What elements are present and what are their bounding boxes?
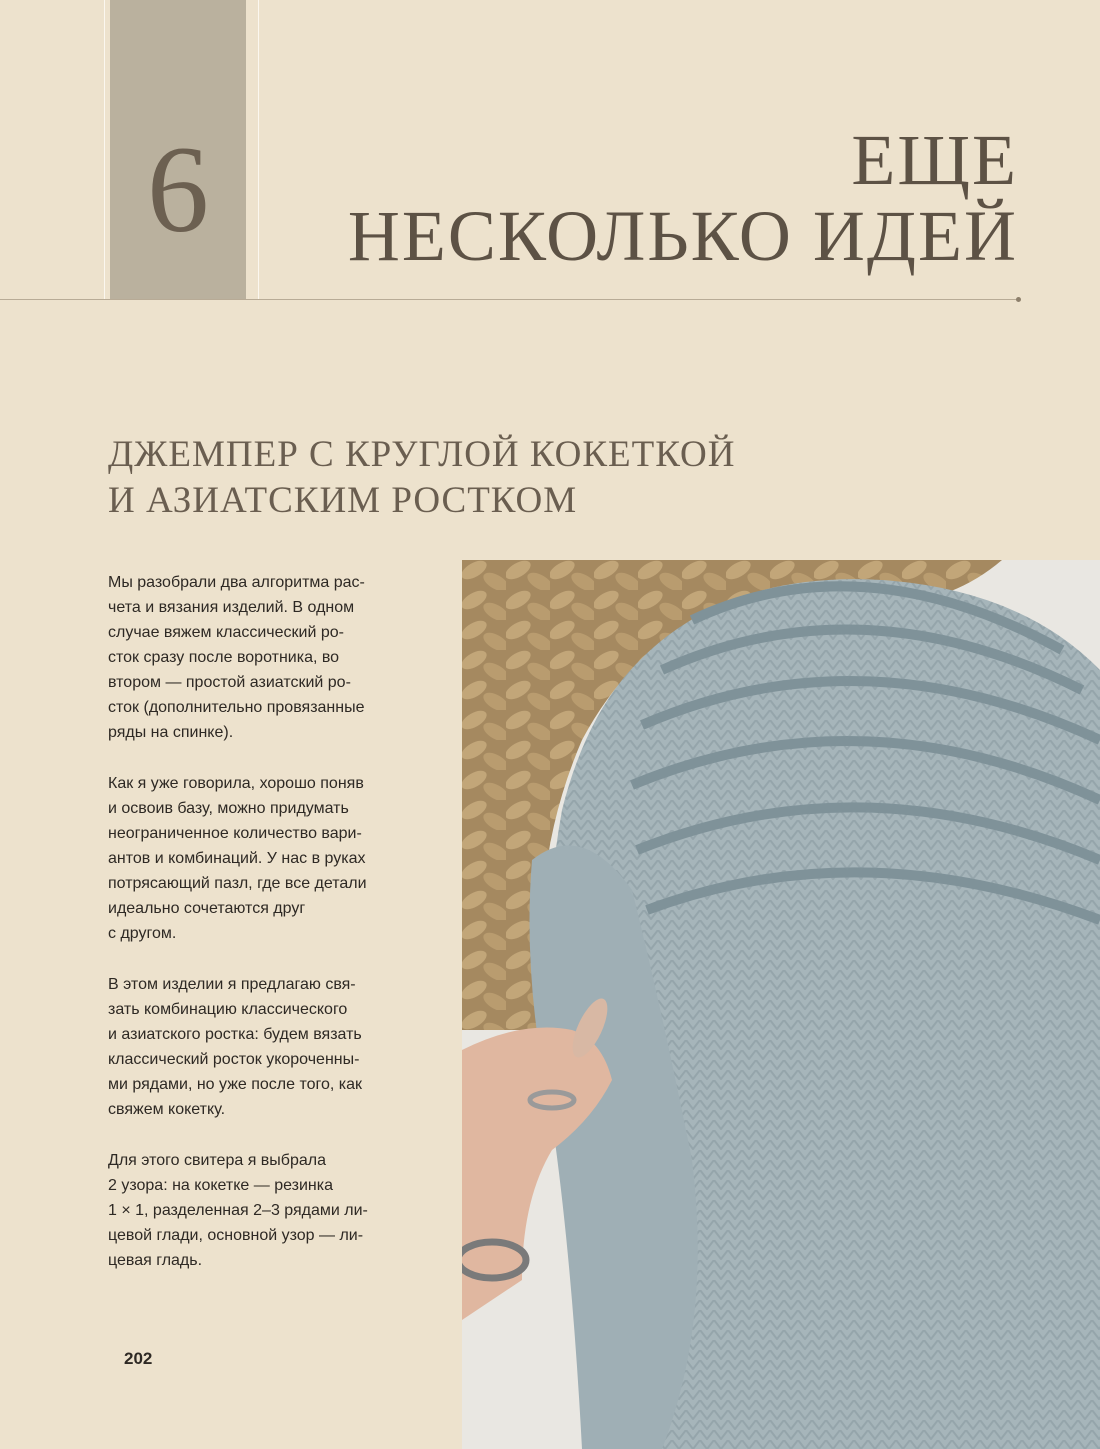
tab-left-rule: [104, 0, 105, 300]
chapter-title-line-1: ЕЩЕ: [851, 120, 1018, 200]
body-text: [108, 570, 438, 1299]
section-title: [108, 432, 735, 524]
paragraph: [108, 1148, 438, 1273]
text-line: Мы разобрали два алгоритма рас-: [108, 574, 365, 591]
text-line: классический росток укороченны-: [108, 1051, 360, 1068]
divider-end-dot: [1016, 297, 1021, 302]
chapter-number: 6: [147, 121, 209, 258]
section-title-line-1: ДЖЕМПЕР С КРУГЛОЙ КОКЕТКОЙ: [108, 434, 736, 475]
text-line: сток сразу после воротника, во: [108, 649, 340, 666]
text-line: втором — простой азиатский ро-: [108, 674, 351, 691]
text-line: ми рядами, но уже после того, как: [108, 1076, 363, 1093]
tab-right-rule: [258, 0, 259, 300]
paragraph: [108, 771, 438, 946]
text-line: 2 узора: на кокетке — резинка: [108, 1177, 333, 1194]
text-line: идеально сочетаются друг: [108, 900, 306, 917]
text-line: В этом изделии я предлагаю свя-: [108, 976, 356, 993]
header-divider: [0, 299, 1018, 300]
text-line: ряды на спинке).: [108, 724, 234, 741]
text-line: потрясающий пазл, где все детали: [108, 875, 367, 892]
sweater-illustration: [462, 560, 1100, 1449]
text-line: антов и комбинаций. У нас в руках: [108, 850, 366, 867]
text-line: и освоив базу, можно придумать: [108, 800, 349, 817]
text-line: случае вяжем классический ро-: [108, 624, 344, 641]
chapter-title-line-2: НЕСКОЛЬКО ИДЕЙ: [347, 196, 1018, 276]
text-line: Для этого свитера я выбрала: [108, 1152, 326, 1169]
text-line: сток (дополнительно провязанные: [108, 699, 365, 716]
text-line: свяжем кокетку.: [108, 1101, 226, 1118]
paragraph: [108, 570, 438, 745]
text-line: неограниченное количество вари-: [108, 825, 362, 842]
text-line: 1 × 1, разделенная 2–3 рядами ли-: [108, 1202, 368, 1219]
knitted-sweater-photo: [462, 560, 1100, 1449]
chapter-title: [348, 122, 1018, 274]
text-line: с другом.: [108, 925, 177, 942]
text-line: и азиатского ростка: будем вязать: [108, 1026, 362, 1043]
section-title-line-2: И АЗИАТСКИМ РОСТКОМ: [108, 480, 578, 521]
chapter-tab: [110, 0, 246, 300]
text-line: Как я уже говорила, хорошо поняв: [108, 775, 364, 792]
page-number: 202: [124, 1349, 153, 1368]
text-line: цевая гладь.: [108, 1252, 203, 1269]
text-line: чета и вязания изделий. В одном: [108, 599, 355, 616]
paragraph: [108, 972, 438, 1122]
text-line: цевой глади, основной узор — ли-: [108, 1227, 364, 1244]
text-line: зать комбинацию классического: [108, 1001, 348, 1018]
